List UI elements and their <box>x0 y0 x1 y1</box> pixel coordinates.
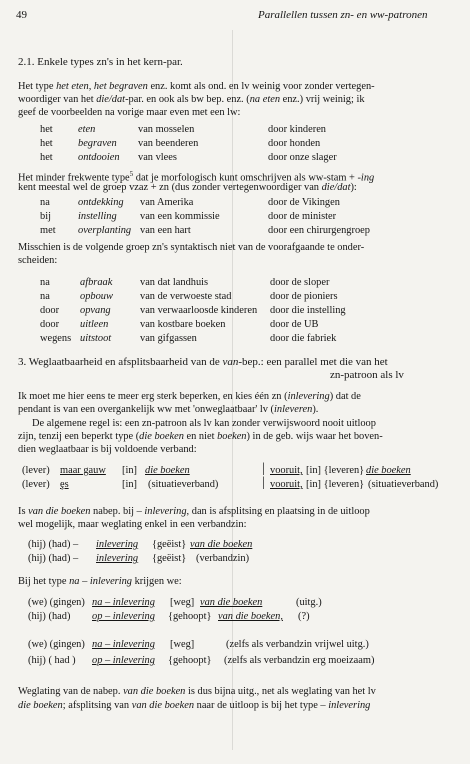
example-token: {gehoopt} <box>168 611 212 622</box>
example-token: (hij) (had) – <box>28 553 79 564</box>
example-door-phrase: door de pioniers <box>270 291 338 302</box>
example-door-phrase: door de UB <box>270 319 319 330</box>
example-van-phrase: van kostbare boeken <box>140 319 226 330</box>
example-token: (uitg.) <box>296 597 322 608</box>
paragraph-line: die boeken; afsplitsing van van die boeken naar de uitloop is bij het type – inlevering <box>18 700 371 711</box>
paragraph-line: wel mogelijk, maar weglating enkel in een verbandzin: <box>18 519 247 530</box>
bracket-divider: | <box>262 475 265 490</box>
paragraph-line: Weglating van de nabep. van die boeken is dus bijna uitg., net als weglating van het lv <box>18 686 376 697</box>
example-token: ȩs <box>60 479 69 490</box>
example-token: vooruit, <box>270 479 303 490</box>
example-preposition: na <box>40 277 50 288</box>
example-token: (we) (gingen) <box>28 597 85 608</box>
paragraph-line: scheiden: <box>18 255 58 266</box>
paragraph-line: Het type het eten, het begraven enz. komt als ond. en lv weinig voor zonder vertegen- <box>18 81 375 92</box>
example-door-phrase: door die instelling <box>270 305 346 316</box>
paragraph-line: kent meestal wel de groep vzaz + zn (dus zonder vertegenwoordiger van die/dat): <box>18 182 357 193</box>
example-token: na – inlevering <box>92 597 155 608</box>
paragraph-line: Is van die boeken nabep. bij – inlevering, dan is afsplitsing en plaatsing in de uitloop <box>18 506 370 517</box>
paragraph-line: zijn, tenzij een beperkt type (die boeken en niet boeken) in de geb. wijs waar het boven- <box>18 431 383 442</box>
example-token: [in] <box>122 465 138 476</box>
example-preposition: na <box>40 291 50 302</box>
example-token: vooruit, <box>270 465 303 476</box>
example-noun: ontdekking <box>78 197 124 208</box>
example-token: [in] <box>122 479 138 490</box>
example-door-phrase: door de minister <box>268 211 337 222</box>
example-noun: overplanting <box>78 225 132 236</box>
example-van-phrase: van vlees <box>138 152 177 163</box>
example-token: van die boeken, <box>218 611 283 622</box>
paragraph-line: Ik moet me hier eens te meer erg sterk beperken, en kies één zn (inlevering) dat de <box>18 391 361 402</box>
section-heading-3: 3. Weglaatbaarheid en afsplitsbaarheid van de van-bep.: een parallel met die van het <box>18 356 388 368</box>
example-token: (situatieverband) <box>148 479 219 490</box>
example-van-phrase: van beenderen <box>138 138 199 149</box>
example-noun: uitleen <box>80 319 109 330</box>
section-heading-3-cont: zn-patroon als lv <box>330 369 404 381</box>
page-number: 49 <box>16 9 27 21</box>
example-token: [weg] <box>170 639 195 650</box>
example-token: na – inlevering <box>92 639 155 650</box>
example-token: die boeken <box>145 465 190 476</box>
paragraph-line: geef de voorbeelden na vorige maar even met een lw: <box>18 107 241 118</box>
example-door-phrase: door onze slager <box>268 152 337 163</box>
example-token: (verbandzin) <box>196 553 250 564</box>
example-noun: begraven <box>78 138 117 149</box>
example-token: (hij) (had) – <box>28 539 79 550</box>
example-token: (lever) <box>22 479 50 490</box>
example-token: inlevering <box>96 539 139 550</box>
example-preposition: wegens <box>40 333 72 344</box>
example-article: het <box>40 124 53 135</box>
example-token: [in] {leveren} <box>306 479 365 490</box>
example-van-phrase: van Amerika <box>140 197 194 208</box>
example-token: {geëist} <box>152 553 187 564</box>
example-noun: opbouw <box>80 291 113 302</box>
example-token: {gehoopt} <box>168 655 212 666</box>
example-article: het <box>40 152 53 163</box>
example-noun: eten <box>78 124 96 135</box>
example-article: het <box>40 138 53 149</box>
paragraph-line: pendant is van een overgankelijk ww met 'onweglaatbaar' lv (inleveren). <box>18 404 319 415</box>
example-preposition: bij <box>40 211 51 222</box>
section-heading-2-1: 2.1. Enkele types zn's in het kern-par. <box>18 56 183 68</box>
example-token: op – inlevering <box>92 611 155 622</box>
example-door-phrase: door honden <box>268 138 321 149</box>
example-van-phrase: van een hart <box>140 225 191 236</box>
example-door-phrase: door een chirurgengroep <box>268 225 370 236</box>
example-door-phrase: door die fabriek <box>270 333 337 344</box>
example-token: (we) (gingen) <box>28 639 85 650</box>
example-van-phrase: van verwaarloosde kinderen <box>140 305 258 316</box>
example-token: (situatieverband) <box>368 479 439 490</box>
example-door-phrase: door kinderen <box>268 124 326 135</box>
example-van-phrase: van gifgassen <box>140 333 197 344</box>
paragraph-line: Het minder frekwente type$^5$ dat je morfologisch kunt omschrijven als ww-stam + -ing <box>18 170 375 184</box>
example-noun: afbraak <box>80 277 113 288</box>
running-title: Parallellen tussen zn- en ww-patronen <box>258 9 428 21</box>
example-token: (?) <box>298 611 310 622</box>
example-van-phrase: van de verwoeste stad <box>140 291 232 302</box>
example-token: (hij) ( had ) <box>28 655 76 666</box>
example-token: maar gauw <box>60 465 106 476</box>
example-van-phrase: van mosselen <box>138 124 195 135</box>
example-token: (hij) (had) <box>28 611 71 622</box>
example-preposition: door <box>40 319 60 330</box>
example-van-phrase: van een kommissie <box>140 211 220 222</box>
example-token: (zelfs als verbandzin erg moeizaam) <box>224 655 375 666</box>
example-token: op – inlevering <box>92 655 155 666</box>
example-token: die boeken <box>366 465 411 476</box>
example-token: van die boeken <box>190 539 253 550</box>
example-noun: uitstoot <box>80 333 112 344</box>
bracket-divider: | <box>262 461 265 476</box>
example-token: [in] {leveren} <box>306 465 365 476</box>
paragraph-line: Bij het type na – inlevering krijgen we: <box>18 576 182 587</box>
paragraph-line: dien weglaatbaar is bij voldoende verband: <box>18 444 197 455</box>
example-noun: instelling <box>78 211 117 222</box>
example-noun: ontdooien <box>78 152 120 163</box>
example-door-phrase: door de Vikingen <box>268 197 340 208</box>
example-token: (zelfs als verbandzin vrijwel uitg.) <box>226 639 369 650</box>
example-token: inlevering <box>96 553 139 564</box>
paragraph-line: De algemene regel is: een zn-patroon als lv kan zonder verwijswoord nooit uitloop <box>32 418 376 429</box>
example-token: {geëist} <box>152 539 187 550</box>
example-noun: opvang <box>80 305 111 316</box>
example-preposition: door <box>40 305 60 316</box>
example-preposition: met <box>40 225 56 236</box>
example-token: [weg] <box>170 597 195 608</box>
example-token: (lever) <box>22 465 50 476</box>
paragraph-line: woordiger van het die/dat-par. en ook als bw bep. enz. (na eten enz.) vrij weinig; ik <box>18 94 365 105</box>
example-van-phrase: van dat landhuis <box>140 277 209 288</box>
example-preposition: na <box>40 197 50 208</box>
paragraph-line: Misschien is de volgende groep zn's syntaktisch niet van de voorafgaande te onder- <box>18 242 365 253</box>
example-token: van die boeken <box>200 597 263 608</box>
example-door-phrase: door de sloper <box>270 277 330 288</box>
